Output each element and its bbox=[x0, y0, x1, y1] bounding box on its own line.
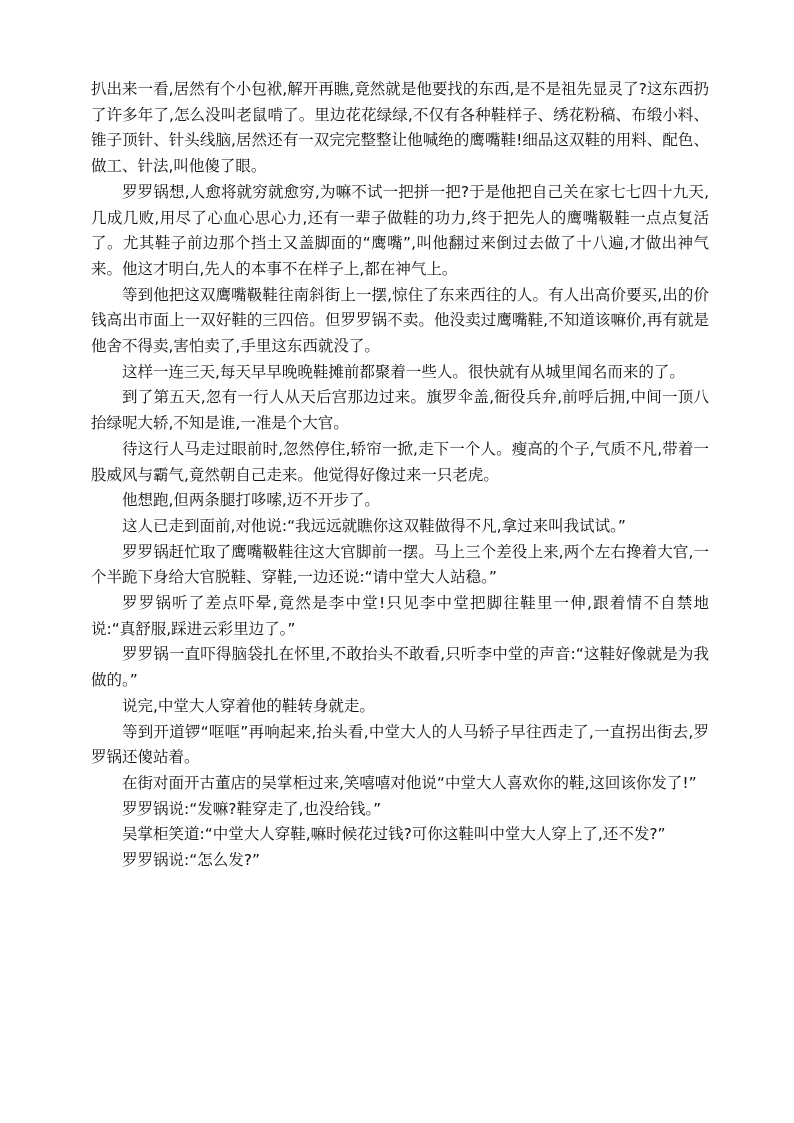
paragraph-17: 罗罗锅说:“怎么发?” bbox=[122, 851, 261, 870]
paragraph-5: 到了第五天,忽有一行人从天后宫那边过来。旗罗伞盖,衙役兵弁,前呼后拥,中间一顶八抬绿呢大轿,不知是谁,一准是个大官。 bbox=[91, 388, 709, 433]
document-body bbox=[91, 77, 709, 874]
paragraph-7: 他想跑,但两条腿打哆嗦,迈不开步了。 bbox=[122, 491, 380, 510]
paragraph-14: 在街对面开古董店的吴掌柜过来,笑嘻嘻对他说“中堂大人喜欢你的鞋,这回该你发了!” bbox=[122, 773, 697, 792]
paragraph-9: 罗罗锅赶忙取了鹰嘴靸鞋往这大官脚前一摆。马上三个差役上来,两个左右搀着大官,一个半跪下身给大官脱鞋、穿鞋,一边还说:“请中堂大人站稳。” bbox=[91, 542, 709, 587]
paragraph-15: 罗罗锅说:“发嘛?鞋穿走了,也没给钱。” bbox=[122, 799, 382, 818]
paragraph-4: 这样一连三天,每天早早晚晚鞋摊前都聚着一些人。很快就有从城里闻名而来的了。 bbox=[122, 362, 685, 381]
paragraph-2: 罗罗锅想,人愈将就穷就愈穷,为嘛不试一把拼一把?于是他把自己关在家七七四十九天,几成几败,用尽了心血心思心力,还有一辈子做鞋的功力,终于把先人的鹰嘴靸鞋一点点复活了。尤其鞋子前边那个挡土又盖脚面的“鹰嘴”,叫他翻过来倒过去做了十八遍,才做出神气来。他这才明白,先人的本事不在样子上,都在神气上。 bbox=[91, 182, 709, 278]
paragraph-6: 待这行人马走过眼前时,忽然停住,轿帘一掀,走下一个人。瘦高的个子,气质不凡,带着一股威风与霸气,竟然朝自己走来。他觉得好像过来一只老虎。 bbox=[91, 439, 709, 484]
paragraph-3: 等到他把这双鹰嘴靸鞋往南斜街上一摆,惊住了东来西往的人。有人出高价要买,出的价钱高出市面上一双好鞋的三四倍。但罗罗锅不卖。他没卖过鹰嘴鞋,不知道该嘛价,再有就是他舍不得卖,害怕卖了,手里这东西就没了。 bbox=[91, 285, 709, 356]
paragraph-10: 罗罗锅听了差点吓晕,竟然是李中堂!只见李中堂把脚往鞋里一伸,跟着情不自禁地说:“真舒服,踩进云彩里边了。” bbox=[91, 594, 709, 638]
paragraph-11: 罗罗锅一直吓得脑袋扎在怀里,不敢抬头不敢看,只听李中堂的声音:“这鞋好像就是为我做的。” bbox=[91, 645, 709, 690]
paragraph-8: 这人已走到面前,对他说:“我远远就瞧你这双鞋做得不凡,拿过来叫我试试。” bbox=[122, 516, 626, 535]
paragraph-12: 说完,中堂大人穿着他的鞋转身就走。 bbox=[122, 696, 375, 715]
paragraph-1: 扒出来一看,居然有个小包袱,解开再瞧,竟然就是他要找的东西,是不是祖先显灵了?这东西扔了许多年了,怎么没叫老鼠啃了。里边花花绿绿,不仅有各种鞋样子、绣花粉稿、布缎小料、锥子顶针、针头线脑,居然还有一双完完整整让他喊绝的鹰嘴鞋!细品这双鞋的用料、配色、做工、针法,叫他傻了眼。 bbox=[91, 80, 709, 176]
paragraph-13: 等到开道锣“哐哐”再响起来,抬头看,中堂大人的人马轿子早往西走了,一直拐出街去,罗罗锅还傻站着。 bbox=[91, 722, 709, 767]
paragraph-16: 吴掌柜笑道:“中堂大人穿鞋,嘛时候花过钱?可你这鞋叫中堂大人穿上了,还不发?” bbox=[122, 825, 666, 844]
